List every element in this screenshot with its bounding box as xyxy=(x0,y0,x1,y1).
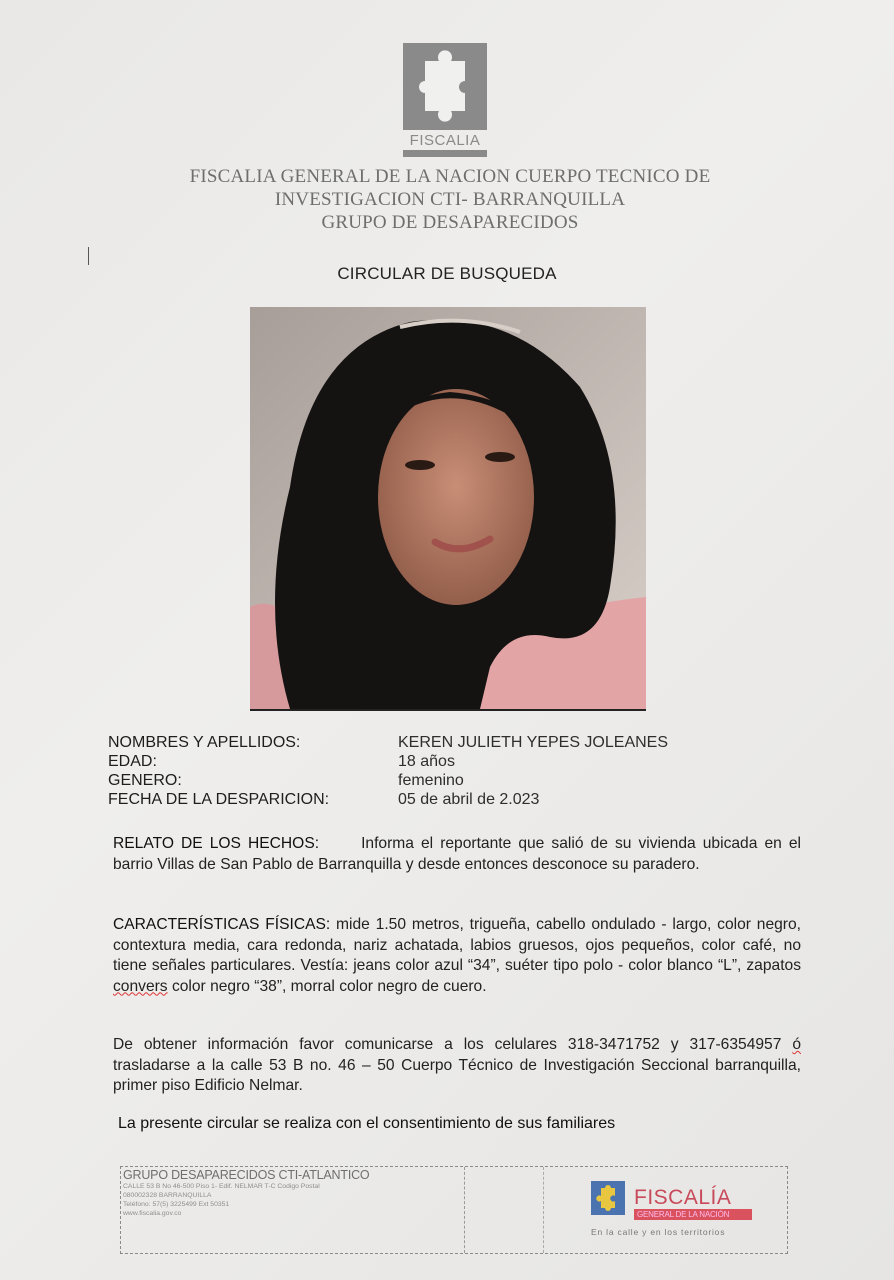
contact-text: De obtener información favor comunicarse a los celulares 318-3471752 y 317-6354957 xyxy=(113,1036,793,1053)
footer-divider xyxy=(464,1167,465,1253)
consent-note: La presente circular se realiza con el consentimiento de sus familiares xyxy=(118,1115,616,1132)
footer-address-1: CALLE 53 B No 46-500 Piso 1- Edif. NELMAR T-C Codigo Postal xyxy=(123,1183,320,1190)
field-label: FECHA DE LA DESPARICION: xyxy=(108,791,330,808)
fiscalia-logo xyxy=(403,43,487,163)
footer-brand-name: FISCALÍA xyxy=(634,1186,732,1209)
footer-address-2: 080002328 BARRANQUILLA xyxy=(123,1192,212,1199)
field-value: 18 años xyxy=(398,753,455,770)
logo-brand-text: FISCALIA xyxy=(409,132,481,149)
contact-text-end: trasladarse a la calle 53 B no. 46 – 50 Cuerpo Técnico de Investigación Seccional barranquilla, primer piso Edificio Nelmar. xyxy=(113,1056,801,1094)
institution-header xyxy=(140,165,760,234)
field-label: NOMBRES Y APELLIDOS: xyxy=(108,734,301,751)
field-row-date xyxy=(108,790,728,809)
field-row-age xyxy=(108,752,728,771)
footer-contact xyxy=(123,1168,463,1218)
contact-section xyxy=(113,1035,801,1097)
misspelled-word: convers xyxy=(113,977,168,995)
footer-box xyxy=(120,1166,788,1254)
footer-group-name: GRUPO DESAPARECIDOS CTI-ATLANTICO xyxy=(123,1168,370,1182)
person-details xyxy=(108,733,728,809)
header-line-1: FISCALIA GENERAL DE LA NACION CUERPO TECNICO DE xyxy=(189,166,711,187)
field-row-name xyxy=(108,733,728,752)
text-cursor-mark xyxy=(88,247,89,265)
caracteristicas-text-end: color negro “38”, morral color negro de cuero. xyxy=(167,977,487,995)
footer-brand-sub: GENERAL DE LA NACIÓN xyxy=(634,1209,752,1220)
caracteristicas-text: mide 1.50 metros, trigueña, cabello ondulado - largo, color negro, contextura media, cara redonda, nariz achatada, labios gruesos, ojos pequeños, color café, no tiene señales particulares. Vestía: jeans color azul “34”, suéter tipo polo - color blanco “L”, zapatos xyxy=(113,916,801,974)
field-label: GENERO: xyxy=(108,772,182,789)
relato-label: RELATO DE LOS HECHOS: xyxy=(113,835,320,852)
misspelled-word: ó xyxy=(792,1036,801,1053)
caracteristicas-label: CARACTERÍSTICAS FÍSICAS: xyxy=(113,916,331,933)
field-value: 05 de abril de 2.023 xyxy=(398,791,540,808)
puzzle-piece-icon xyxy=(591,1181,625,1215)
footer-phone: Teléfono: 57(5) 3225499 Ext 50351 xyxy=(123,1201,230,1208)
field-value: femenino xyxy=(398,772,464,789)
caracteristicas-section xyxy=(113,915,801,997)
document-title: CIRCULAR DE BUSQUEDA xyxy=(337,264,557,283)
missing-person-photo xyxy=(250,307,646,711)
footer-tagline: En la calle y en los territorios xyxy=(591,1227,726,1237)
footer-brand xyxy=(591,1181,791,1237)
header-line-2: INVESTIGACION CTI- BARRANQUILLA xyxy=(274,189,626,210)
puzzle-piece-icon xyxy=(403,43,487,130)
field-value: KEREN JULIETH YEPES JOLEANES xyxy=(398,734,669,751)
relato-section xyxy=(113,834,801,875)
footer-divider xyxy=(543,1167,544,1253)
logo-subbar xyxy=(403,150,487,157)
field-row-gender xyxy=(108,771,728,790)
field-label: EDAD: xyxy=(108,753,157,770)
footer-website[interactable]: www.fiscalia.gov.co xyxy=(123,1210,182,1217)
relato-text: Informa el reportante que salió de su vivienda ubicada en el barrio Villas de San Pablo de Barranquilla y desde entonces desconoce su paradero. xyxy=(113,835,801,873)
header-line-3: GRUPO DE DESAPARECIDOS xyxy=(321,212,579,233)
